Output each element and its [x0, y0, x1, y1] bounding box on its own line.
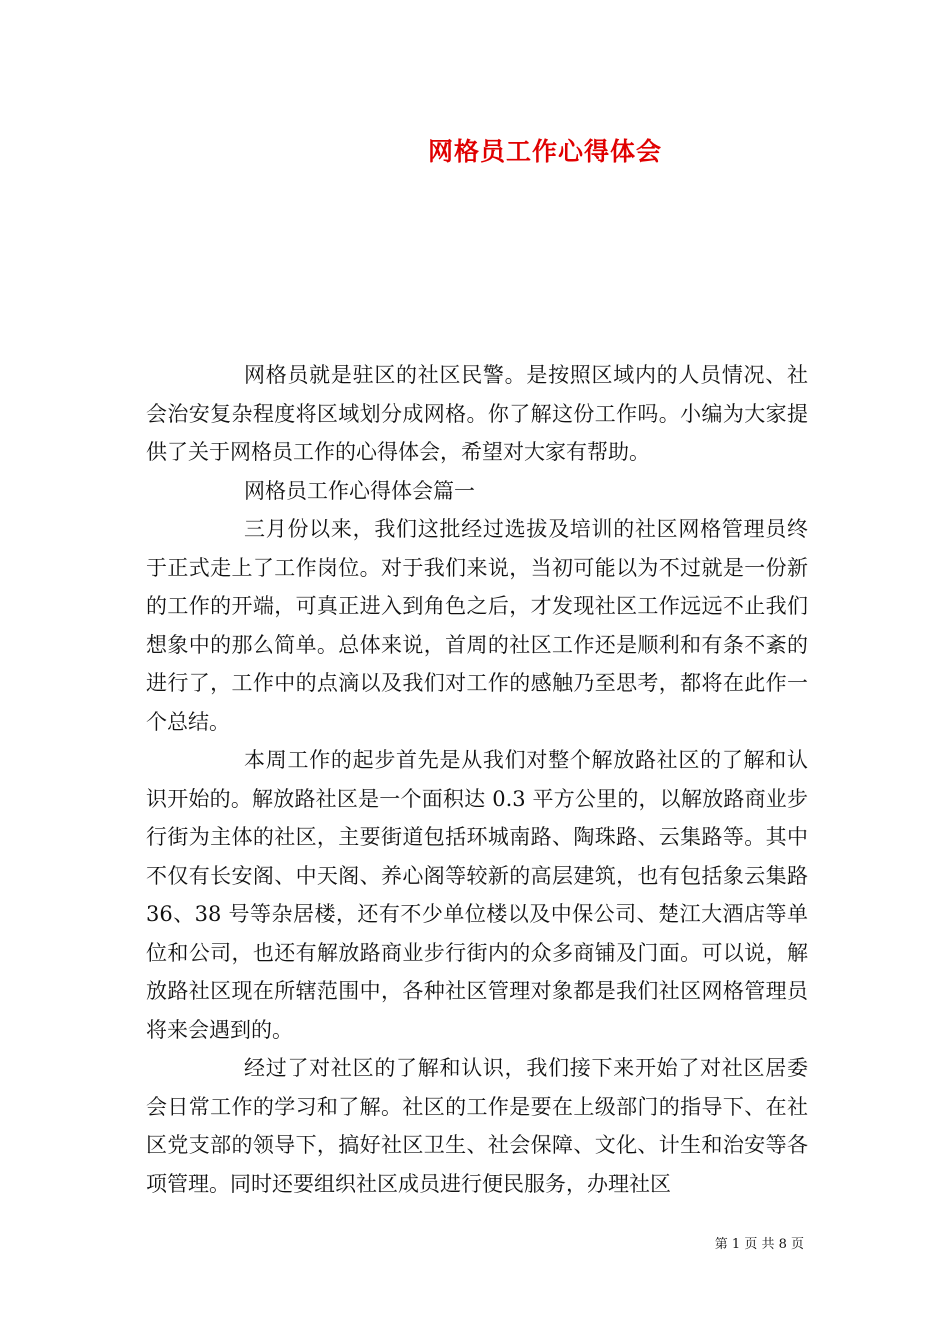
section-heading: 网格员工作心得体会篇一 [244, 478, 475, 503]
paragraph-1: 三月份以来，我们这批经过选拔及培训的社区网格管理员终于正式走上了工作岗位。对于我们来说，当初可能以为不过就是一份新的工作的开端，可真正进入到角色之后，才发现社区工作远远不止我们想象中的那么简单。总体来说，首周的社区工作还是顺利和有条不紊的进行了，工作中的点滴以及我们对工作的感触乃至思考，都将在此作一个总结。 [146, 517, 808, 734]
paragraph-intro: 网格员就是驻区的社区民警。是按照区域内的人员情况、社会治安复杂程度将区域划分成网格。你了解这份工作吗。小编为大家提供了关于网格员工作的心得体会，希望对大家有帮助。 [146, 363, 808, 464]
document-title-text: 网格员工作心得体会 [427, 137, 662, 166]
document-body [146, 356, 808, 1203]
paragraph-3: 经过了对社区的了解和认识，我们接下来开始了对社区居委会日常工作的学习和了解。社区的工作是要在上级部门的指导下、在社区党支部的领导下，搞好社区卫生、社会保障、文化、计生和治安等各项管理。同时还要组织社区成员进行便民服务，办理社区 [146, 1056, 808, 1196]
page-number-footer: 第 1 页 共 8 页 [714, 1237, 804, 1252]
paragraph-2: 本周工作的起步首先是从我们对整个解放路社区的了解和认识开始的。解放路社区是一个面积达 0.3 平方公里的，以解放路商业步行街为主体的社区，主要街道包括环城南路、陶珠路、云集路等。其中不仅有长安阁、中天阁、养心阁等较新的高层建筑，也有包括象云集路 36、38 号等杂居楼，还有不少单位楼以及中保公司、楚江大酒店等单位和公司，也还有解放路商业步行街内的众多商铺及门面。可以说，解放路社区现在所辖范围中，各种社区管理对象都是我们社区网格管理员将来会遇到的。 [146, 748, 808, 1042]
document-title [0, 132, 950, 168]
